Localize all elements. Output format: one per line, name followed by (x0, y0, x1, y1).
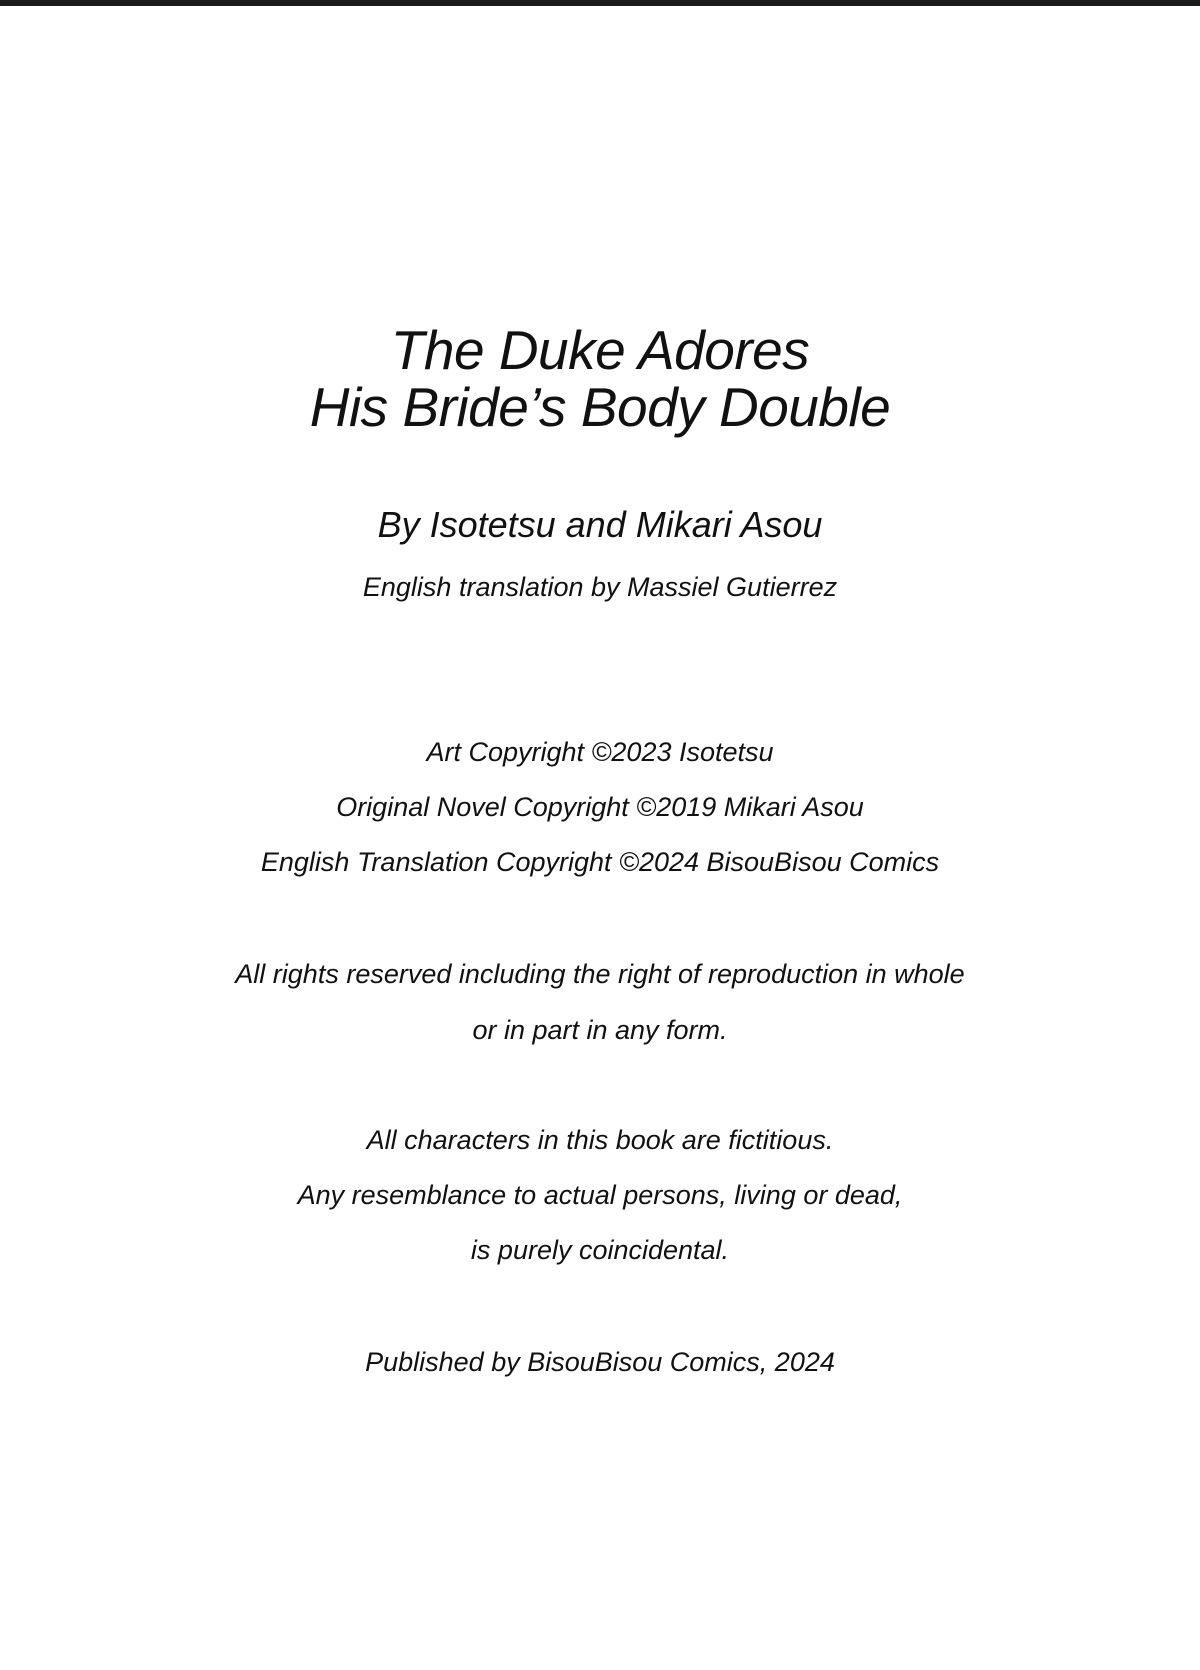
title-line-1: The Duke Adores (390, 319, 810, 381)
fiction-notice-line-1: All characters in this book are fictitious. (366, 1125, 834, 1155)
book-title (0, 319, 1200, 438)
translation-copyright: English Translation Copyright ©2024 BisouBisou Comics (260, 847, 940, 877)
author-credit: By Isotetsu and Mikari Asou (377, 504, 823, 545)
novel-copyright: Original Novel Copyright ©2019 Mikari Asou (336, 792, 864, 822)
fiction-notice-line-3: is purely coincidental. (470, 1235, 730, 1265)
title-line-2: His Bride’s Body Double (309, 376, 891, 438)
rights-notice-line-1: All rights reserved including the right of reproduction in whole (235, 959, 965, 989)
publisher-line: Published by BisouBisou Comics, 2024 (365, 1347, 835, 1377)
art-copyright: Art Copyright ©2023 Isotetsu (426, 737, 774, 767)
rights-notice-line-2: or in part in any form. (472, 1015, 728, 1045)
translator-credit: English translation by Massiel Gutierrez (362, 572, 838, 602)
fiction-notice-line-2: Any resemblance to actual persons, living or dead, (297, 1180, 903, 1210)
